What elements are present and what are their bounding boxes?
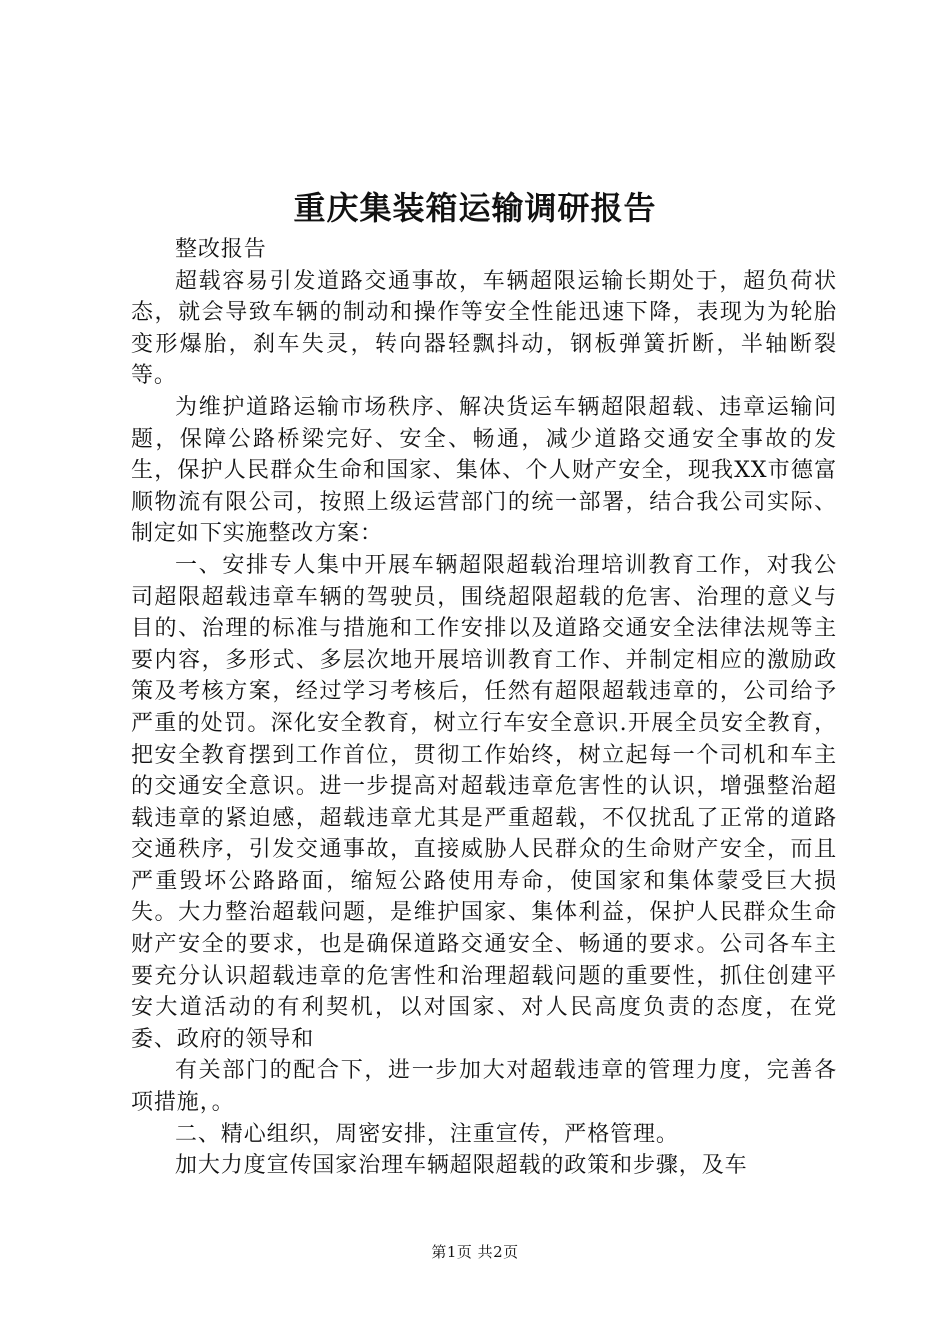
paragraph-overload-hazards: 超载容易引发道路交通事故，车辆超限运输长期处于，超负荷状态，就会导致车辆的制动和操作等安全性能迅速下降，表现为为轮胎变形爆胎，刹车失灵，转向器轻飘抖动，钢板弹簧折断，半轴断裂等。 bbox=[131, 268, 837, 389]
paragraph-heading-rectification-report: 整改报告 bbox=[175, 237, 267, 262]
paragraph-measure-two-heading: 二、精心组织，周密安排，注重宣传，严格管理。 bbox=[175, 1121, 679, 1147]
paragraph-measure-two: 加大力度宣传国家治理车辆超限超载的政策和步骤，及车 bbox=[175, 1153, 748, 1179]
page-number-footer: 第1页 共2页 bbox=[431, 1243, 519, 1261]
paragraph-purpose: 为维护道路运输市场秩序、解决货运车辆超限超载、违章运输问题，保障公路桥梁完好、安全、畅通，减少道路交通安全事故的发生，保护人民群众生命和国家、集体、个人财产安全，现我XX市德富顺物流有限公司，按照上级运营部门的统一部署，结合我公司实际、制定如下实施整改方案： bbox=[131, 394, 837, 547]
document-body bbox=[131, 234, 837, 1182]
paragraph-measure-one: 一、安排专人集中开展车辆超限超载治理培训教育工作，对我公司超限超载违章车辆的驾驶员，围绕超限超载的危害、治理的意义与目的、治理的标准与措施和工作安排以及道路交通安全法律法规等主要内容，多形式、多层次地开展培训教育工作、并制定相应的激励政策及考核方案，经过学习考核后，任然有超限超载违章的，公司给予严重的处罚。深化安全教育，树立行车安全意识.开展全员安全教育，把安全教育摆到工作首位，贯彻工作始终，树立起每一个司机和车主的交通安全意识。进一步提高对超载违章危害性的认识，增强整治超载违章的紧迫感，超载违章尤其是严重超载，不仅扰乱了正常的道路交通秩序，引发交通事故，直接威胁人民群众的生命财产安全，而且严重毁坏公路路面，缩短公路使用寿命，使国家和集体蒙受巨大损失。大力整治超载问题，是维护国家、集体利益，保护人民群众生命财产安全的要求，也是确保道路交通安全、畅通的要求。公司各车主要充分认识超载违章的危害性和治理超载问题的重要性，抓住创建平安大道活动的有利契机，以对国家、对人民高度负责的态度，在党委、政府的领导和 bbox=[131, 552, 837, 1052]
document-title: 重庆集装箱运输调研报告 bbox=[293, 189, 657, 227]
paragraph-measure-one-continued: 有关部门的配合下，进一步加大对超载违章的管理力度，完善各项措施，。 bbox=[131, 1058, 837, 1116]
